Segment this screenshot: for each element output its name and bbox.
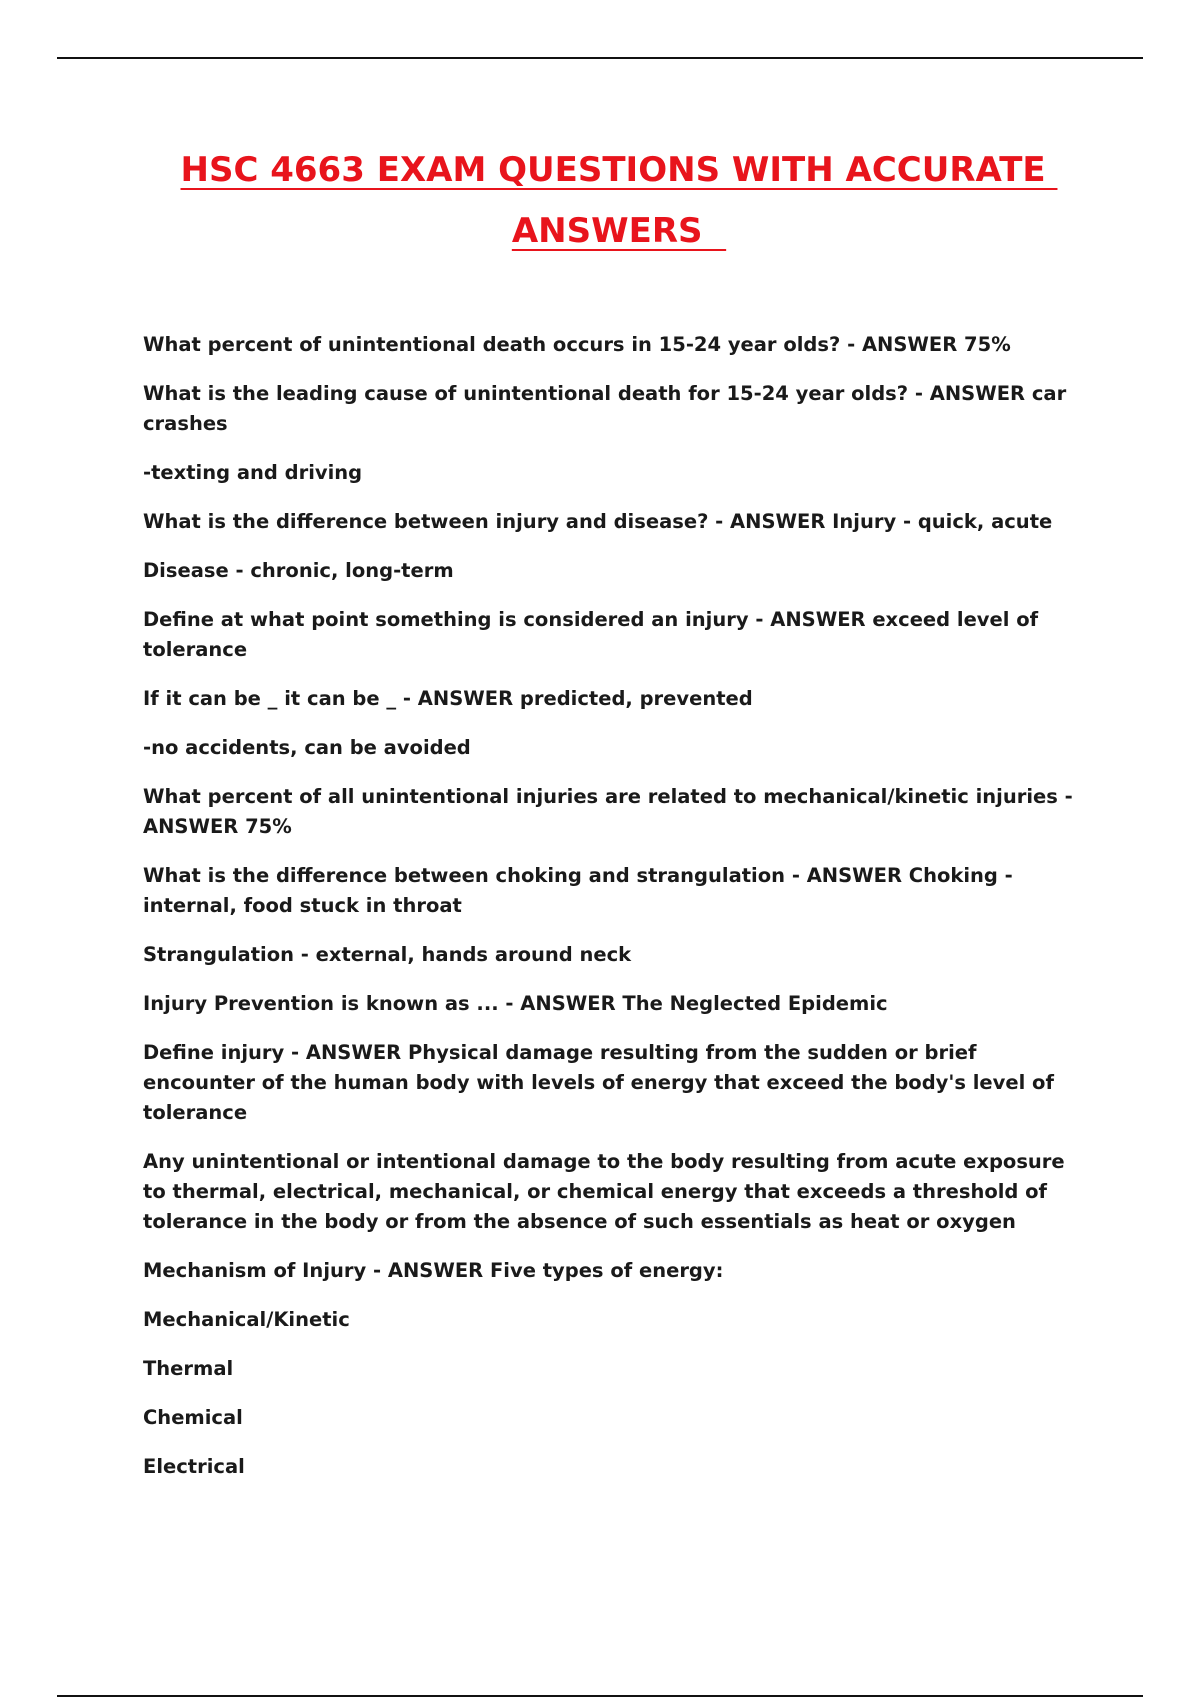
paragraph: -texting and driving — [143, 461, 363, 484]
paragraph: Define injury - ANSWER Physical damage resulting from the sudden or brief encounter of the human body with levels of energy that exceed the body's level of tolerance — [143, 1041, 1054, 1124]
paragraph: Thermal — [143, 1357, 234, 1380]
paragraph: Define at what point something is considered an injury - ANSWER exceed level of tolerance — [143, 608, 1039, 661]
paragraph: What percent of all unintentional injuries are related to mechanical/kinetic injuries - ANSWER 75% — [143, 785, 1073, 838]
bottom-rule — [57, 1695, 1143, 1697]
paragraph: What is the difference between injury and disease? - ANSWER Injury - quick, acute — [143, 510, 1053, 533]
paragraph: What is the difference between choking and strangulation - ANSWER Choking - internal, food stuck in throat — [143, 864, 1013, 917]
paragraph: If it can be _ it can be _ - ANSWER predicted, prevented — [143, 687, 753, 710]
paragraph: Chemical — [143, 1406, 243, 1429]
paragraph: Injury Prevention is known as ... - ANSWER The Neglected Epidemic — [143, 992, 888, 1015]
paragraph: Mechanical/Kinetic — [143, 1308, 350, 1331]
title-line-2: ANSWERS — [511, 211, 727, 251]
document-title — [0, 140, 1200, 262]
top-rule — [57, 57, 1143, 59]
paragraph: Electrical — [143, 1455, 245, 1478]
title-line-1: HSC 4663 EXAM QUESTIONS WITH ACCURATE — [180, 150, 1058, 190]
document-body — [143, 330, 1093, 1501]
paragraph: What is the leading cause of unintentional death for 15-24 year olds? - ANSWER car crashes — [143, 382, 1067, 435]
paragraph: Any unintentional or intentional damage to the body resulting from acute exposure to thermal, electrical, mechanical, or chemical energy that exceeds a threshold of tolerance in the body or from the absence of such essentials as heat or oxygen — [143, 1150, 1065, 1233]
paragraph: -no accidents, can be avoided — [143, 736, 471, 759]
paragraph: Mechanism of Injury - ANSWER Five types of energy: — [143, 1259, 724, 1282]
paragraph: What percent of unintentional death occurs in 15-24 year olds? - ANSWER 75% — [143, 333, 1011, 356]
paragraph: Disease - chronic, long-term — [143, 559, 454, 582]
paragraph: Strangulation - external, hands around neck — [143, 943, 632, 966]
